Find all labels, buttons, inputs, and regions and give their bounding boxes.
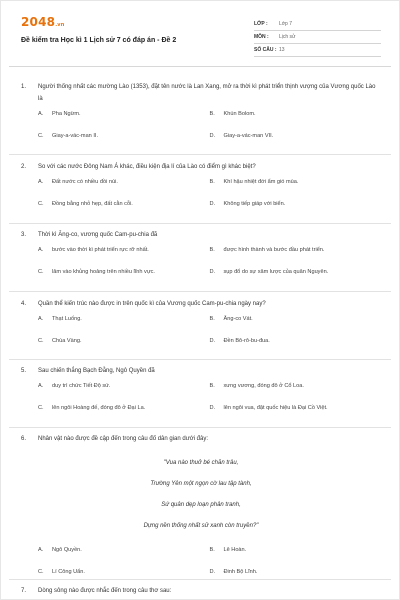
option-a[interactable] [38, 179, 210, 189]
document-header [21, 15, 381, 59]
question-3 [21, 229, 381, 291]
question-line [21, 161, 381, 173]
options [38, 547, 381, 579]
option-c[interactable] [38, 201, 210, 211]
option-row [38, 201, 381, 211]
option-text: Khún Bolom. [223, 111, 256, 117]
question-number: 6. [21, 436, 27, 442]
options [38, 316, 381, 348]
option-letter: B. [209, 111, 215, 117]
question-divider [9, 359, 391, 360]
meta-row-subject [254, 31, 381, 44]
option-text: Đền Bô-rô-bu-đua. [223, 338, 270, 344]
option-text: lên ngôi Hoàng đế, đóng đô ở Đại La. [52, 405, 146, 411]
question-number: 4. [21, 301, 27, 307]
poem-line: Sứ quân dẹp loạn phân tranh, [161, 502, 241, 508]
logo-domain: .vn [55, 22, 65, 28]
options [38, 247, 381, 279]
option-a[interactable] [38, 111, 210, 121]
option-a[interactable] [38, 247, 210, 257]
question-text: Thời kì Ăng-co, vương quốc Cam-pu-chia đã [38, 232, 158, 238]
option-text: Ngô Quyền. [52, 547, 82, 553]
option-text: Ăng-co Vát. [223, 316, 253, 322]
option-row [38, 316, 381, 326]
question-1 [21, 81, 381, 155]
question-text: So với các nước Đông Nam Á khác, điều kiện địa lí của Lào có điểm gì khác biệt? [38, 164, 256, 170]
option-row [38, 111, 381, 121]
option-letter: C. [38, 405, 44, 411]
option-text: xưng vương, đóng đô ở Cổ Loa. [223, 383, 304, 389]
option-b[interactable] [210, 179, 382, 189]
option-letter: B. [209, 316, 215, 322]
option-letter: D. [209, 569, 216, 575]
option-row [38, 405, 381, 415]
question-5 [21, 365, 381, 427]
option-c[interactable] [38, 133, 210, 143]
option-letter: B. [209, 179, 215, 185]
option-d[interactable] [210, 405, 382, 415]
option-letter: A. [38, 179, 44, 185]
poem-line: "Vua nào thuở bé chăn trâu, [163, 460, 239, 466]
option-text: Giay-a-vác-man II. [52, 133, 99, 139]
meta-row-count [254, 44, 381, 57]
option-letter: A. [38, 383, 44, 389]
option-row [38, 269, 381, 279]
meta-value: Lớp 7 [279, 21, 293, 27]
option-text: Không tiếp giáp với biển. [223, 201, 286, 207]
question-text: Nhân vật nào được đề cập đến trong câu đố dân gian dưới đây: [38, 436, 209, 442]
meta-value: Lịch sử [279, 34, 296, 40]
option-letter: B. [209, 547, 215, 553]
question-divider [9, 154, 391, 155]
option-a[interactable] [38, 316, 210, 326]
option-b[interactable] [210, 383, 382, 393]
question-line [21, 298, 381, 310]
option-d[interactable] [210, 133, 382, 143]
option-a[interactable] [38, 383, 210, 393]
option-text: lên ngôi vua, đặt quốc hiệu là Đại Cồ Việt. [223, 405, 328, 411]
meta-label: SỐ CÂU : [254, 47, 277, 53]
option-text: lâm vào khủng hoảng trên nhiều lĩnh vực. [52, 269, 155, 275]
option-letter: C. [38, 269, 44, 275]
option-letter: C. [38, 338, 44, 344]
option-c[interactable] [38, 269, 210, 279]
option-d[interactable] [210, 569, 382, 579]
meta-table [254, 18, 381, 57]
option-text: sụp đổ do sự xâm lược của quân Nguyên. [223, 269, 329, 275]
option-b[interactable] [210, 547, 382, 557]
option-row [38, 247, 381, 257]
option-row [38, 569, 381, 579]
question-line [21, 229, 381, 241]
site-logo[interactable] [21, 15, 65, 29]
options [38, 383, 381, 415]
option-letter: D. [209, 201, 216, 207]
question-text: Người thống nhất các mường Lào (1353), đặt tên nước là Lan Xang, mở ra thời kì phát triển thịnh vượng của Vương quốc Lào là [38, 84, 376, 102]
question-number: 1. [21, 84, 27, 90]
question-7 [21, 585, 381, 597]
question-line [21, 433, 381, 445]
option-text: Đồng bằng nhỏ hẹp, đất cằn cỗi. [52, 201, 133, 207]
question-line [21, 585, 381, 597]
options [38, 111, 381, 143]
question-number: 2. [21, 164, 27, 170]
option-a[interactable] [38, 547, 210, 557]
question-text: Dòng sông nào được nhắc đến trong câu thơ sau: [38, 588, 172, 594]
option-d[interactable] [210, 338, 382, 348]
option-b[interactable] [210, 247, 382, 257]
option-text: Đinh Bộ Lĩnh. [223, 569, 258, 575]
option-letter: A. [38, 547, 44, 553]
option-text: Khí hậu nhiệt đới ẩm gió mùa. [223, 179, 299, 185]
question-2 [21, 161, 381, 223]
question-text: Sau chiến thắng Bạch Đằng, Ngô Quyền đã [38, 368, 155, 374]
poem-block [21, 453, 381, 537]
option-b[interactable] [210, 316, 382, 326]
question-number: 7. [21, 588, 27, 594]
option-d[interactable] [210, 269, 382, 279]
option-text: bước vào thời kì phát triển rực rỡ nhất. [52, 247, 149, 253]
header-divider [9, 66, 391, 67]
option-letter: A. [38, 247, 44, 253]
option-letter: D. [209, 269, 216, 275]
question-number: 5. [21, 368, 27, 374]
option-text: duy trì chức Tiết Độ sứ. [52, 383, 111, 389]
option-d[interactable] [210, 201, 382, 211]
page-title: Đề kiểm tra Học kì 1 Lịch sử 7 có đáp án - Đề 2 [21, 37, 177, 44]
question-6 [21, 433, 381, 591]
option-letter: C. [38, 133, 44, 139]
poem-line: Trường Yên một ngọn cờ lau tập tành, [150, 481, 252, 487]
option-letter: A. [38, 316, 44, 322]
option-text: Đất nước có nhiều đồi núi. [52, 179, 118, 185]
option-row [38, 179, 381, 189]
option-letter: C. [38, 201, 44, 207]
meta-label: LỚP : [254, 21, 268, 27]
option-c[interactable] [38, 405, 210, 415]
question-divider [9, 223, 391, 224]
option-b[interactable] [210, 111, 382, 121]
option-c[interactable] [38, 338, 210, 348]
option-row [38, 133, 381, 143]
option-letter: B. [209, 247, 215, 253]
option-text: Lí Công Uẩn. [52, 569, 85, 575]
option-text: Pha Ngừm. [52, 111, 81, 117]
option-text: Lê Hoàn. [223, 547, 247, 553]
option-letter: C. [38, 569, 44, 575]
logo-text: 2048 [21, 15, 56, 29]
option-letter: B. [209, 383, 215, 389]
question-number: 3. [21, 232, 27, 238]
question-divider [9, 427, 391, 428]
question-divider [9, 291, 391, 292]
question-4 [21, 298, 381, 360]
option-c[interactable] [38, 569, 210, 579]
meta-row-class [254, 18, 381, 31]
option-letter: D. [209, 338, 216, 344]
option-text: Thạt Luống. [52, 316, 82, 322]
meta-value: 13 [279, 47, 285, 53]
option-letter: D. [209, 405, 216, 411]
option-row [38, 338, 381, 348]
option-row [38, 383, 381, 393]
question-line [21, 365, 381, 377]
options [38, 179, 381, 211]
option-text: Chùa Vàng. [52, 338, 82, 344]
option-letter: D. [209, 133, 216, 139]
poem-line: Dựng nền thống nhất sử xanh còn truyền?" [143, 523, 259, 529]
option-letter: A. [38, 111, 44, 117]
question-divider [9, 579, 391, 580]
meta-label: MÔN : [254, 34, 269, 40]
question-line [21, 81, 381, 105]
option-row [38, 547, 381, 557]
option-text: Giay-a-vác-man VII. [223, 133, 274, 139]
question-text: Quần thể kiến trúc nào được in trên quốc kì của Vương quốc Cam-pu-chia ngày nay? [38, 301, 266, 307]
option-text: được hình thành và bước đầu phát triển. [223, 247, 325, 253]
